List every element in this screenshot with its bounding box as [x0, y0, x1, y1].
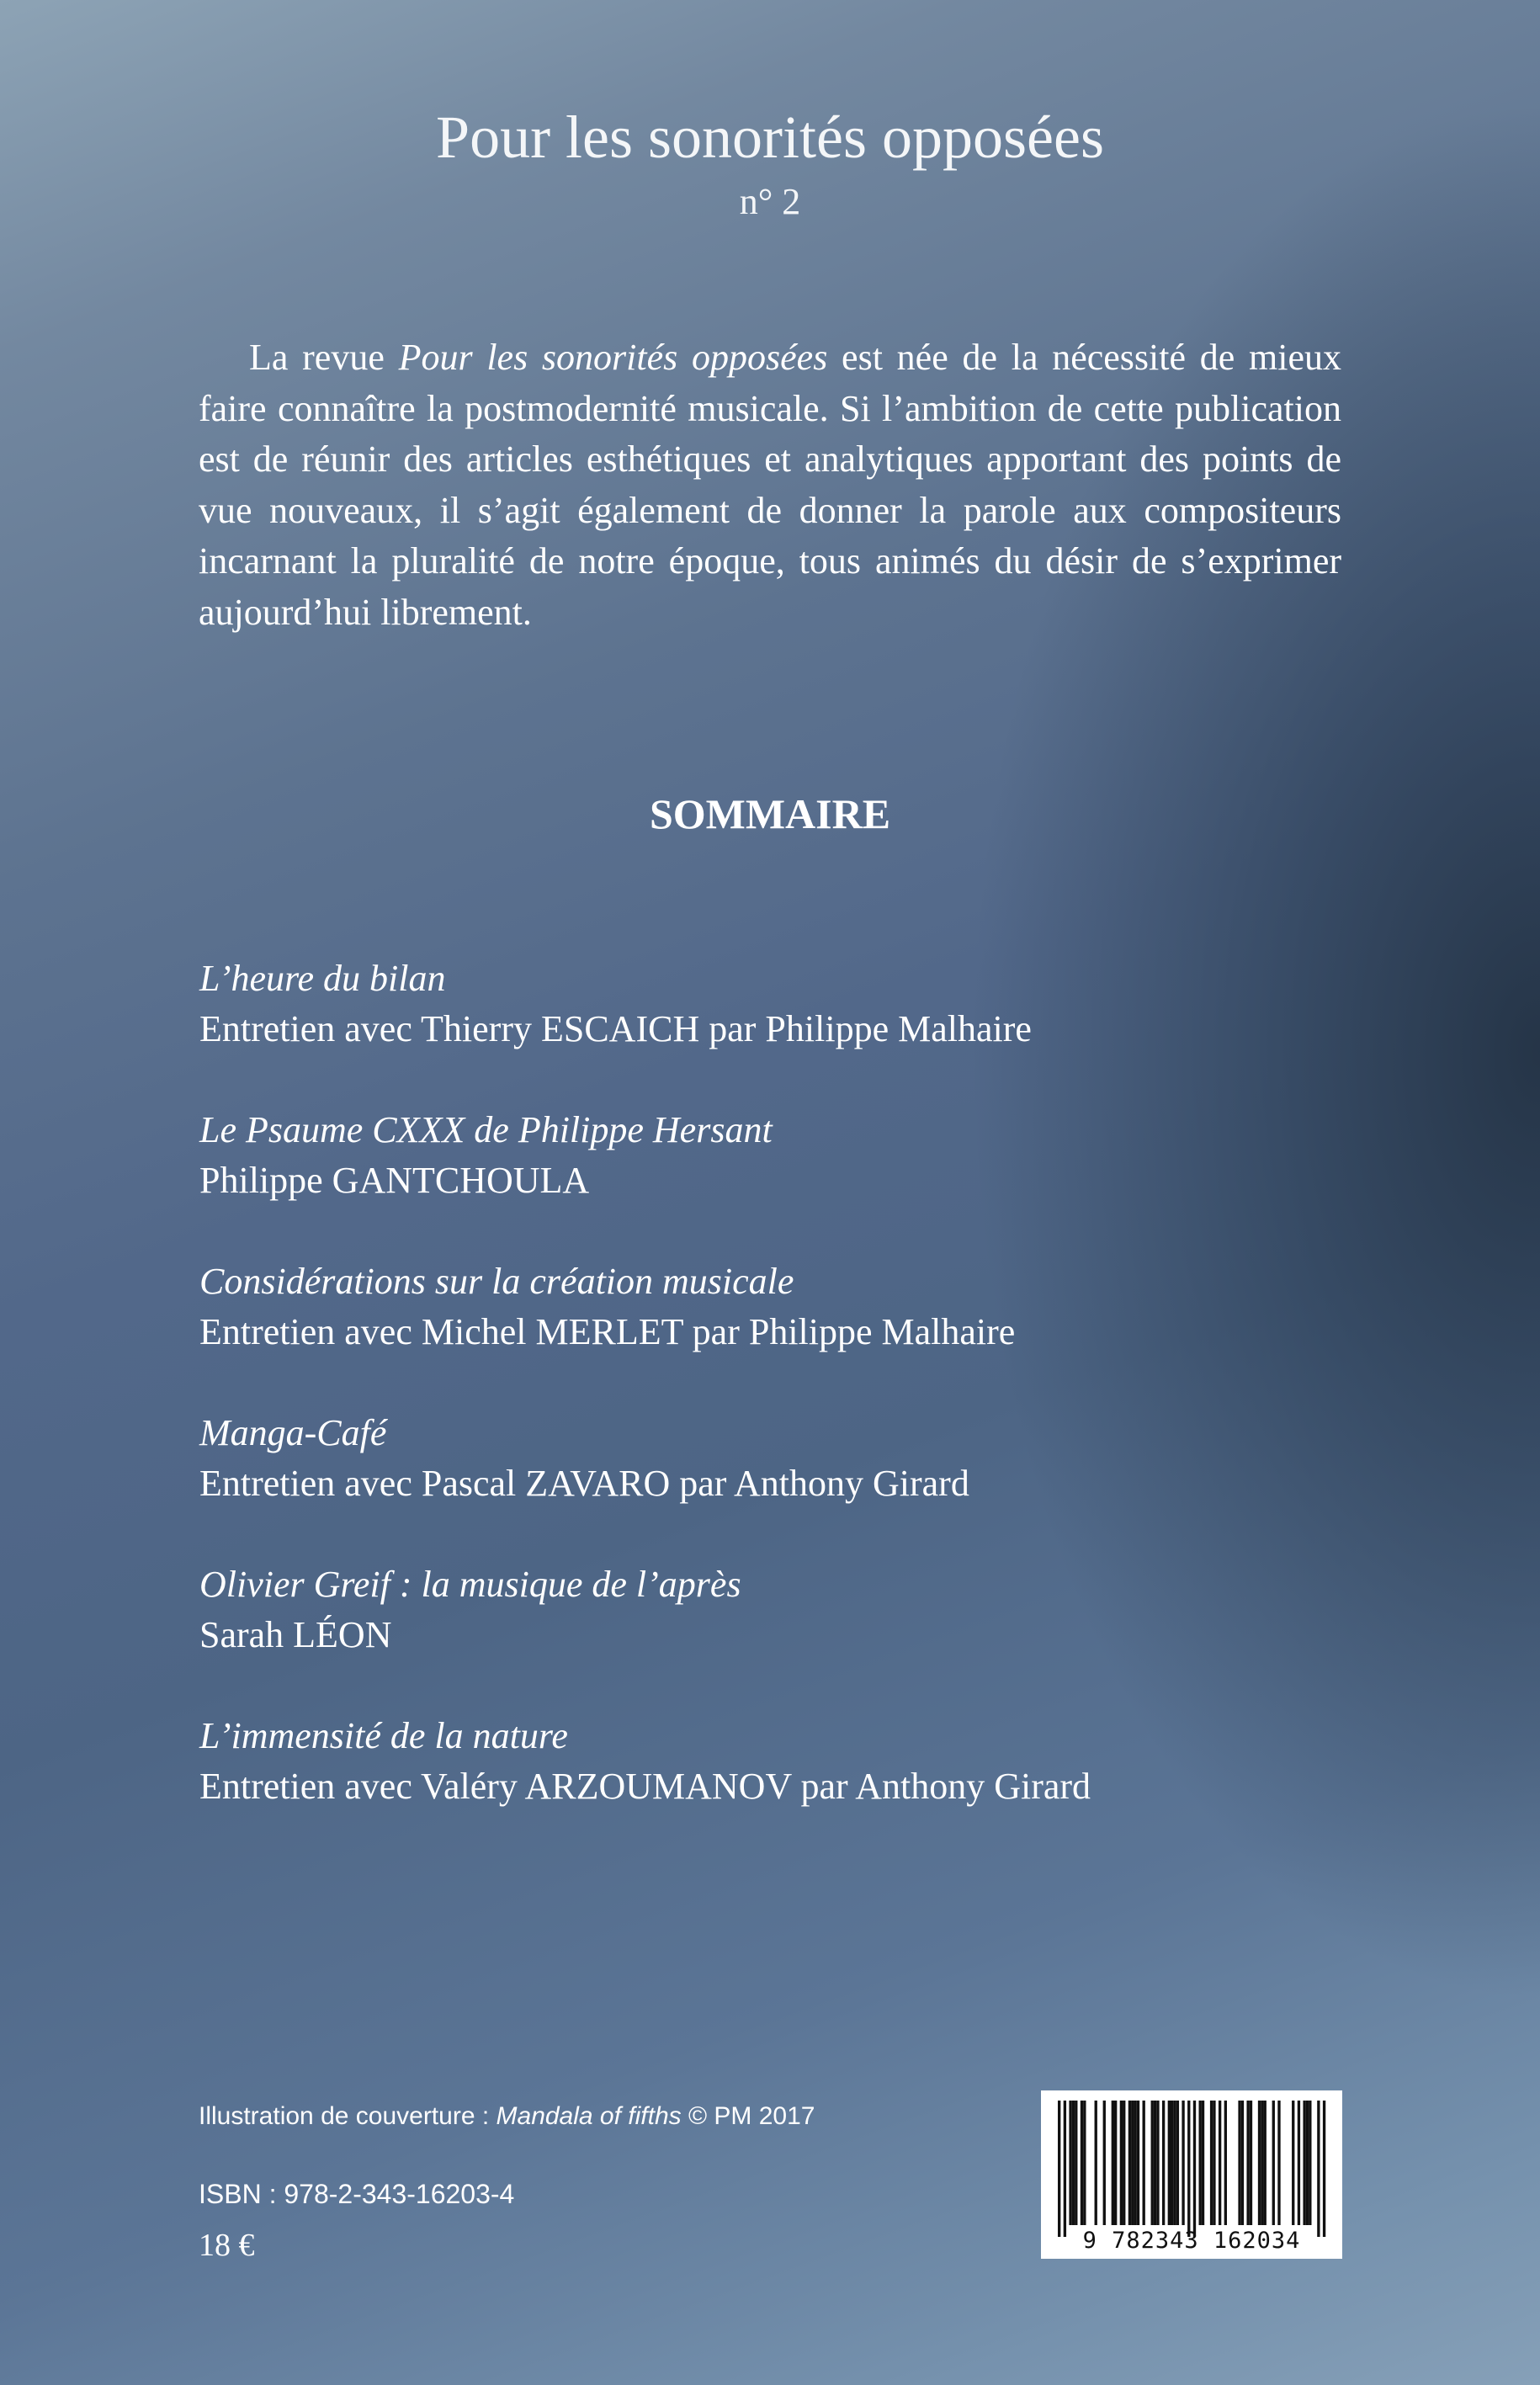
- barcode-bar: [1156, 2101, 1159, 2225]
- barcode-digits: 9 782343 162034: [1082, 2228, 1301, 2254]
- barcode-bar: [1272, 2101, 1275, 2225]
- toc-entry: [199, 1105, 1378, 1256]
- toc-entry: [199, 1559, 1378, 1711]
- barcode-bar: [1075, 2101, 1077, 2225]
- toc-entry-author: Philippe GANTCHOULA: [199, 1160, 590, 1201]
- toc-entry-title: Manga-Café: [199, 1412, 387, 1453]
- isbn: ISBN : 978-2-343-16203-4: [199, 2179, 515, 2209]
- intro-body: est née de la nécessité de mieux faire connaître la postmodernité musicale. Si l’ambition de cette publication est de réunir des articles esthétiques et analytiques apportant des points de vue nouveaux, il s’agit également de donner la parole aux compositeurs incarnant la pluralité de notre époque, tous animés du désir de s’exprimer aujourd’hui librement.: [199, 337, 1341, 633]
- toc-entry-title: L’immensité de la nature: [199, 1715, 568, 1756]
- toc-entry-author: Entretien avec Thierry ESCAICH par Philippe Malhaire: [199, 1008, 1032, 1049]
- barcode-bar: [1176, 2101, 1179, 2225]
- barcode-bar: [1199, 2101, 1202, 2225]
- barcode-bar: [1202, 2101, 1204, 2225]
- toc-entry-title: Olivier Greif : la musique de l’après: [199, 1564, 741, 1605]
- barcode-bar: [1292, 2101, 1294, 2225]
- barcode-bar: [1112, 2101, 1114, 2225]
- journal-name: Pour les sonorités opposées: [398, 337, 828, 378]
- barcode-bar: [1193, 2101, 1196, 2237]
- barcode-bar: [1246, 2101, 1249, 2225]
- toc-entry: [199, 1408, 1378, 1559]
- barcode-bar: [1173, 2101, 1176, 2225]
- barcode-bar: [1213, 2101, 1215, 2225]
- toc-entry-title: Le Psaume CXXX de Philippe Hersant: [199, 1109, 773, 1150]
- barcode-bar: [1210, 2101, 1213, 2225]
- barcode-bar: [1143, 2101, 1145, 2225]
- barcode-bar: [1151, 2101, 1154, 2225]
- barcode-bar: [1103, 2101, 1106, 2225]
- barcode-bar: [1309, 2101, 1311, 2225]
- barcode-bar: [1162, 2101, 1165, 2225]
- barcode-bar: [1064, 2101, 1066, 2237]
- barcode-bar: [1171, 2101, 1173, 2225]
- barcode-bar: [1083, 2101, 1086, 2225]
- credit-label: Illustration de couverture :: [199, 2102, 497, 2130]
- barcode-bar: [1298, 2101, 1300, 2225]
- barcode-bar: [1224, 2101, 1227, 2225]
- barcode-bar: [1154, 2101, 1156, 2225]
- barcode-bar: [1187, 2101, 1190, 2237]
- barcode-bar: [1128, 2101, 1131, 2225]
- toc-entry: [199, 1256, 1378, 1408]
- barcode-bar: [1264, 2101, 1267, 2225]
- intro-lead: La revue: [249, 337, 399, 378]
- intro-paragraph: [199, 332, 1341, 638]
- barcode-bar: [1120, 2101, 1123, 2225]
- barcode-bar: [1069, 2101, 1071, 2225]
- toc-entry: [199, 953, 1378, 1105]
- table-of-contents: [199, 953, 1378, 1862]
- price: 18 €: [199, 2228, 255, 2263]
- toc-entry-author: Entretien avec Valéry ARZOUMANOV par Anthony Girard: [199, 1766, 1091, 1807]
- barcode: [1041, 2090, 1342, 2259]
- barcode-bar: [1250, 2101, 1252, 2225]
- barcode-bar: [1072, 2101, 1075, 2225]
- book-title: Pour les sonorités opposées: [436, 104, 1104, 171]
- toc-entry: [199, 1711, 1378, 1862]
- barcode-bar: [1238, 2101, 1240, 2225]
- toc-entry-title: Considérations sur la création musicale: [199, 1261, 794, 1302]
- barcode-bar: [1277, 2101, 1280, 2225]
- issue-number: n° 2: [739, 181, 801, 222]
- barcode-bar: [1182, 2101, 1184, 2225]
- barcode-bar: [1058, 2101, 1060, 2237]
- barcode-bar: [1261, 2101, 1263, 2225]
- barcode-bar: [1137, 2101, 1139, 2225]
- barcode-bar: [1168, 2101, 1171, 2225]
- barcode-bar: [1114, 2101, 1117, 2225]
- toc-entry-author: Entretien avec Michel MERLET par Philippe Malhaire: [199, 1311, 1016, 1352]
- barcode-bar: [1095, 2101, 1097, 2225]
- credit-rights: © PM 2017: [681, 2102, 815, 2130]
- barcode-bar: [1219, 2101, 1221, 2225]
- barcode-bar: [1323, 2101, 1325, 2237]
- barcode-bar: [1241, 2101, 1244, 2225]
- barcode-bar: [1081, 2101, 1083, 2225]
- cover-illustration-credit: [199, 2100, 815, 2133]
- barcode-bar: [1258, 2101, 1261, 2225]
- barcode-bar: [1317, 2101, 1320, 2237]
- barcode-bar: [1303, 2101, 1305, 2225]
- barcode-bar: [1134, 2101, 1136, 2225]
- barcode-bar: [1123, 2101, 1125, 2225]
- barcode-bar: [1306, 2101, 1309, 2225]
- toc-entry-title: L’heure du bilan: [199, 958, 446, 999]
- toc-entry-author: Sarah LÉON: [199, 1614, 392, 1655]
- toc-entry-author: Entretien avec Pascal ZAVARO par Anthony Girard: [199, 1463, 969, 1504]
- credit-work: Mandala of fifths: [496, 2102, 682, 2130]
- barcode-bar: [1131, 2101, 1134, 2225]
- contents-heading: SOMMAIRE: [649, 790, 891, 837]
